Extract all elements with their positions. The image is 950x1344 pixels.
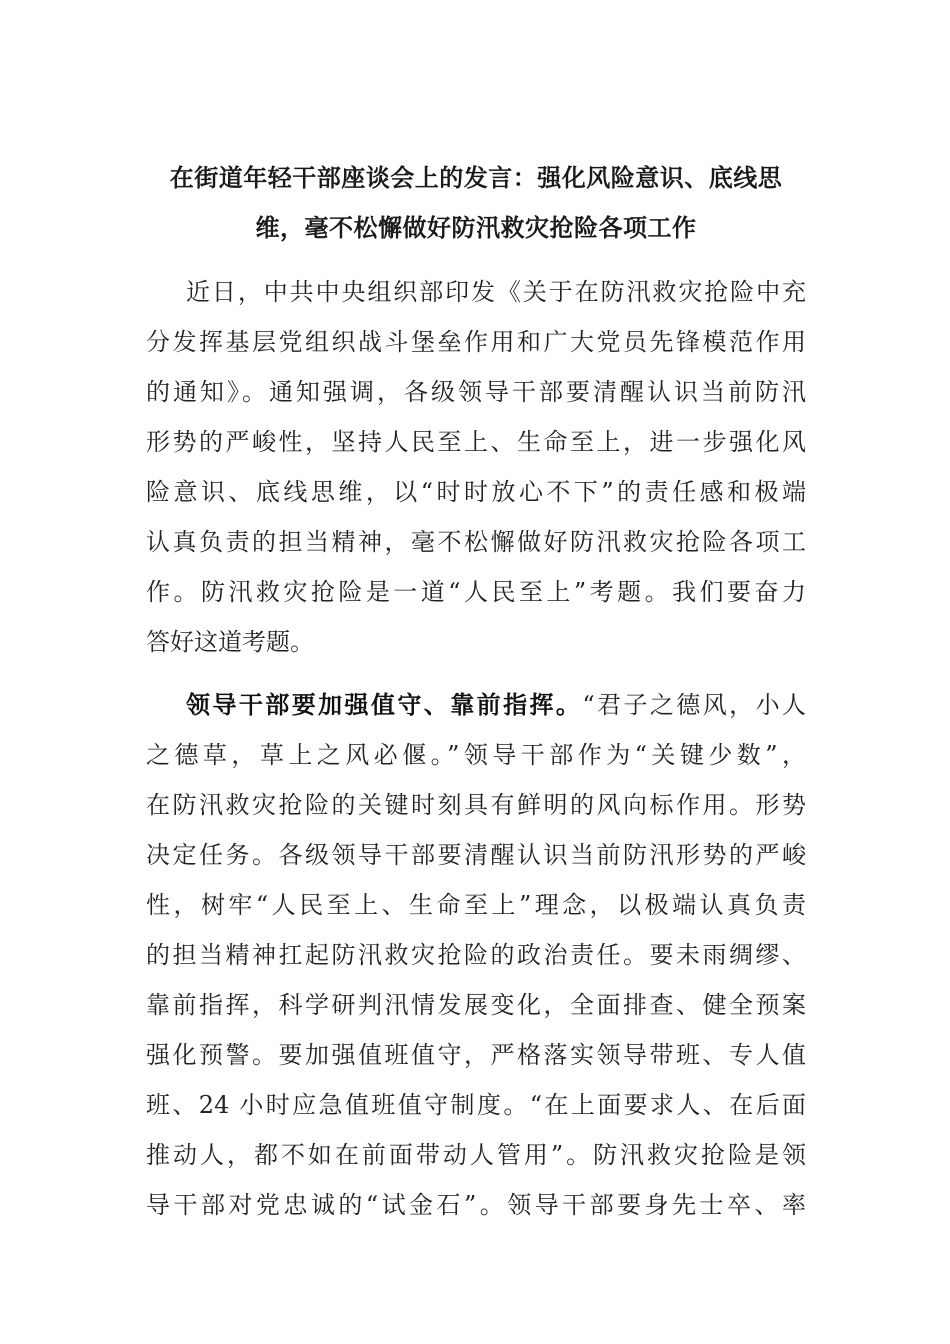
paragraph-1-line-1: 近日，中共中央组织部印发《关于在防汛救灾抢险中充 (186, 278, 806, 306)
paragraph-2-line-5: 性，树牢“人民至上、生命至上”理念，以极端认真负责 (146, 891, 806, 919)
paragraph-1-line-8: 答好这道考题。 (146, 628, 314, 656)
paragraph-1-line-5: 险意识、底线思维，以“时时放心不下”的责任感和极端 (146, 478, 806, 506)
paragraph-2-line-4: 决定任务。各级领导干部要清醒认识当前防汛形势的严峻 (146, 841, 806, 869)
paragraph-2-line-7: 靠前指挥，科学研判汛情发展变化，全面排查、健全预案 (146, 991, 806, 1019)
paragraph-2-line-11: 导干部对党忠诚的“试金石”。领导干部要身先士卒、率 (146, 1191, 806, 1219)
paragraph-2-line-1 (186, 685, 806, 720)
document-title-line-1: 在街道年轻干部座谈会上的发言：强化风险意识、底线思 (169, 163, 783, 192)
document-title-line-2: 维，毫不松懈做好防汛救灾抢险各项工作 (255, 213, 697, 242)
paragraph-2-line-3: 在防汛救灾抢险的关键时刻具有鲜明的风向标作用。形势 (146, 791, 806, 819)
paragraph-2-line-6: 的担当精神扛起防汛救灾抢险的政治责任。要未雨绸缪、 (146, 941, 806, 969)
paragraph-1-line-7: 作。防汛救灾抢险是一道“人民至上”考题。我们要奋力 (146, 578, 806, 606)
paragraph-1-line-6: 认真负责的担当精神，毫不松懈做好防汛救灾抢险各项工 (146, 528, 806, 556)
paragraph-2-bold-lead: 领导干部要加强值守、靠前指挥。 (186, 690, 583, 719)
paragraph-2-line-8: 强化预警。要加强值班值守，严格落实领导带班、专人值 (146, 1041, 806, 1069)
paragraph-1-line-2: 分发挥基层党组织战斗堡垒作用和广大党员先锋模范作用 (146, 328, 806, 356)
paragraph-2-line-2: 之德草，草上之风必偃。”领导干部作为“关键少数”， (146, 741, 806, 769)
paragraph-1-line-3: 的通知》。通知强调，各级领导干部要清醒认识当前防汛 (146, 378, 806, 406)
paragraph-1-line-4: 形势的严峻性，坚持人民至上、生命至上，进一步强化风 (146, 428, 806, 456)
paragraph-2-line-9: 班、24 小时应急值班值守制度。“在上面要求人、在后面 (146, 1091, 806, 1119)
paragraph-2-line-10: 推动人，都不如在前面带动人管用”。防汛救灾抢险是领 (146, 1141, 806, 1169)
paragraph-2-first-rest: “君子之德风，小人 (582, 691, 806, 719)
